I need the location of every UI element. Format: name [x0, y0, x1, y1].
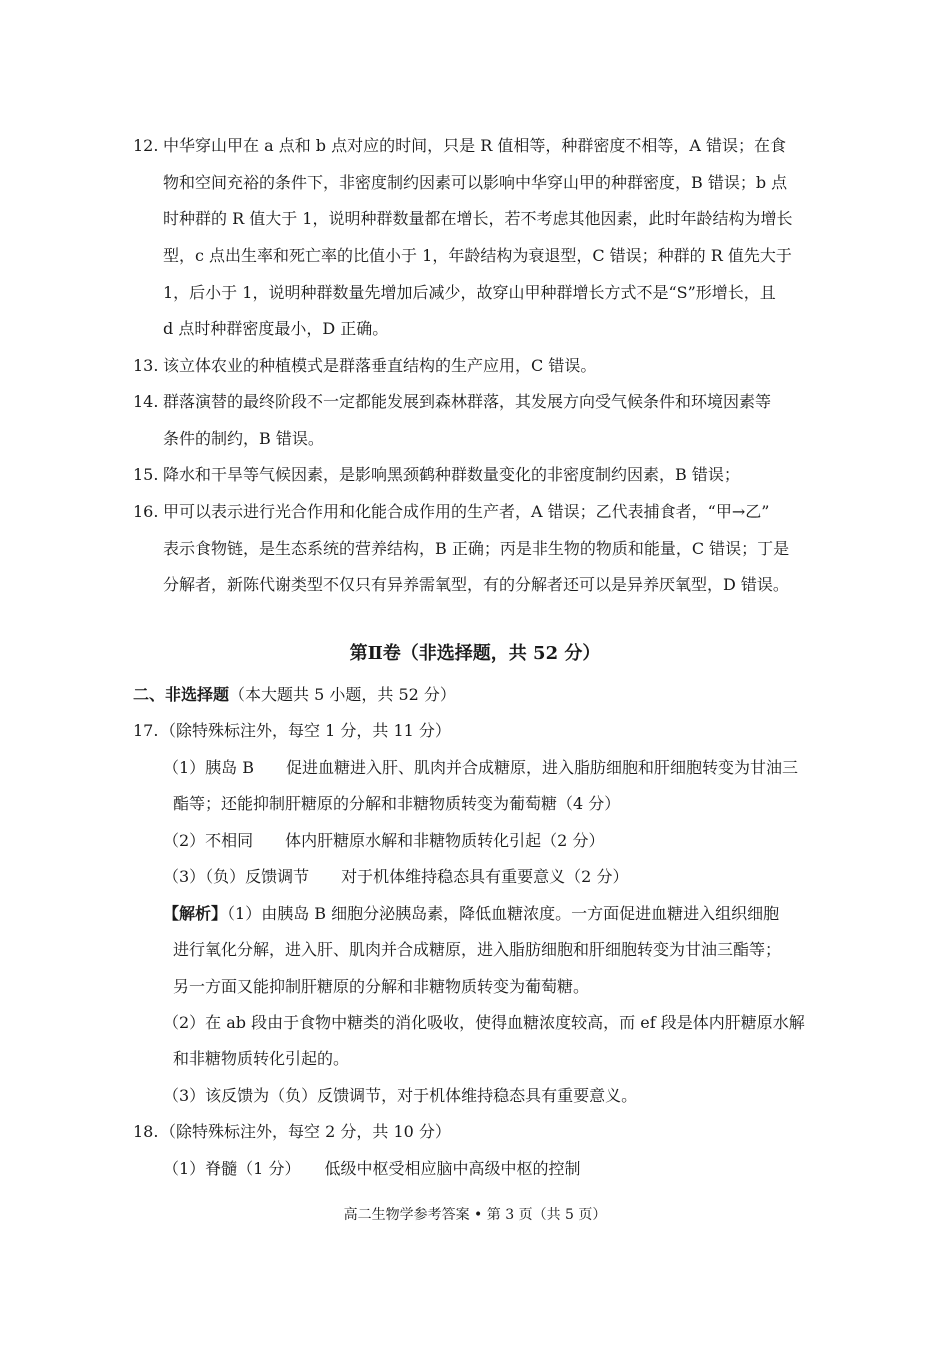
analysis-line: （2）在 ab 段由于食物中糖类的消化吸收，使得血糖浓度较高，而 ef 段是体内肝糖原水解: [163, 1013, 805, 1032]
analysis-text: （1）由胰岛 B 细胞分泌胰岛素，降低血糖浓度。一方面促进血糖进入组织细胞: [227, 904, 780, 923]
analysis-line: 进行氧化分解，进入肝、肌肉并合成糖原，进入脂肪细胞和肝细胞转变为甘油三酯等；: [173, 940, 782, 959]
analysis-line: 和非糖物质转化引起的。: [173, 1049, 350, 1068]
answer-text-line: d 点时种群密度最小，D 正确。: [163, 319, 389, 338]
answer-line: （3）（负）反馈调节 对于机体维持稳态具有重要意义（2 分）: [163, 867, 629, 886]
analysis-label: 【解析】: [163, 904, 228, 923]
question-header: （除特殊标注外，每空 1 分，共 11 分）: [160, 721, 451, 740]
answer-text-line: 时种群的 R 值大于 1，说明种群数量都在增长，若不考虑其他因素，此时年龄结构为增长: [163, 209, 793, 228]
part-label: 二、非选择题: [133, 685, 230, 704]
answer-line: 酯等；还能抑制肝糖原的分解和非糖物质转变为葡萄糖（4 分）: [173, 794, 621, 813]
question-number: 18.: [133, 1122, 159, 1141]
answer-line: （2）不相同 体内肝糖原水解和非糖物质转化引起（2 分）: [163, 831, 605, 850]
question-header: （除特殊标注外，每空 2 分，共 10 分）: [160, 1122, 451, 1141]
section-title: 第Ⅱ卷（非选择题，共 52 分）: [349, 643, 601, 664]
answer-text-line: 条件的制约，B 错误。: [163, 429, 324, 448]
answer-text-line: 群落演替的最终阶段不一定都能发展到森林群落，其发展方向受气候条件和环境因素等: [163, 392, 772, 411]
answer-text-line: 降水和干旱等气候因素，是影响黑颈鹤种群数量变化的非密度制约因素，B 错误；: [163, 465, 740, 484]
question-number: 16.: [133, 502, 159, 521]
part-header: [133, 683, 456, 707]
answer-text-line: 物和空间充裕的条件下，非密度制约因素可以影响中华穿山甲的种群密度，B 错误；b 点: [163, 173, 788, 192]
question-number: 12.: [133, 136, 159, 155]
analysis-line: 另一方面又能抑制肝糖原的分解和非糖物质转变为葡萄糖。: [173, 977, 590, 996]
answer-line: （1）脊髓（1 分） 低级中枢受相应脑中高级中枢的控制: [163, 1159, 581, 1178]
answer-text-line: 中华穿山甲在 a 点和 b 点对应的时间，只是 R 值相等，种群密度不相等，A 错误；在食: [163, 136, 786, 155]
answer-text-line: 该立体农业的种植模式是群落垂直结构的生产应用，C 错误。: [163, 356, 597, 375]
answer-text-line: 型，c 点出生率和死亡率的比值小于 1，年龄结构为衰退型，C 错误；种群的 R 值先大于: [163, 246, 792, 265]
question-number: 15.: [133, 465, 159, 484]
question-number: 13.: [133, 356, 159, 375]
answer-text-line: 表示食物链，是生态系统的营养结构，B 正确；丙是非生物的物质和能量，C 错误；丁是: [163, 539, 790, 558]
question-number: 17.: [133, 721, 159, 740]
question-number: 14.: [133, 392, 159, 411]
answer-text-line: 1，后小于 1，说明种群数量先增加后减少，故穿山甲种群增长方式不是“S”形增长，且: [163, 283, 776, 302]
answer-text-line: 甲可以表示进行光合作用和化能合成作用的生产者，A 错误；乙代表捕食者，“甲→乙”: [163, 502, 770, 521]
answer-text-line: 分解者，新陈代谢类型不仅只有异养需氧型，有的分解者还可以是异养厌氧型，D 错误。: [163, 575, 789, 594]
analysis-first-line: [163, 902, 779, 926]
page-footer: 高二生物学参考答案 • 第 3 页（共 5 页）: [343, 1207, 607, 1223]
analysis-line: （3）该反馈为（负）反馈调节，对于机体维持稳态具有重要意义。: [163, 1086, 638, 1105]
answer-line: （1）胰岛 B 促进血糖进入肝、肌肉并合成糖原，进入脂肪细胞和肝细胞转变为甘油三: [163, 758, 799, 777]
part-note: （本大题共 5 小题，共 52 分）: [229, 685, 456, 704]
